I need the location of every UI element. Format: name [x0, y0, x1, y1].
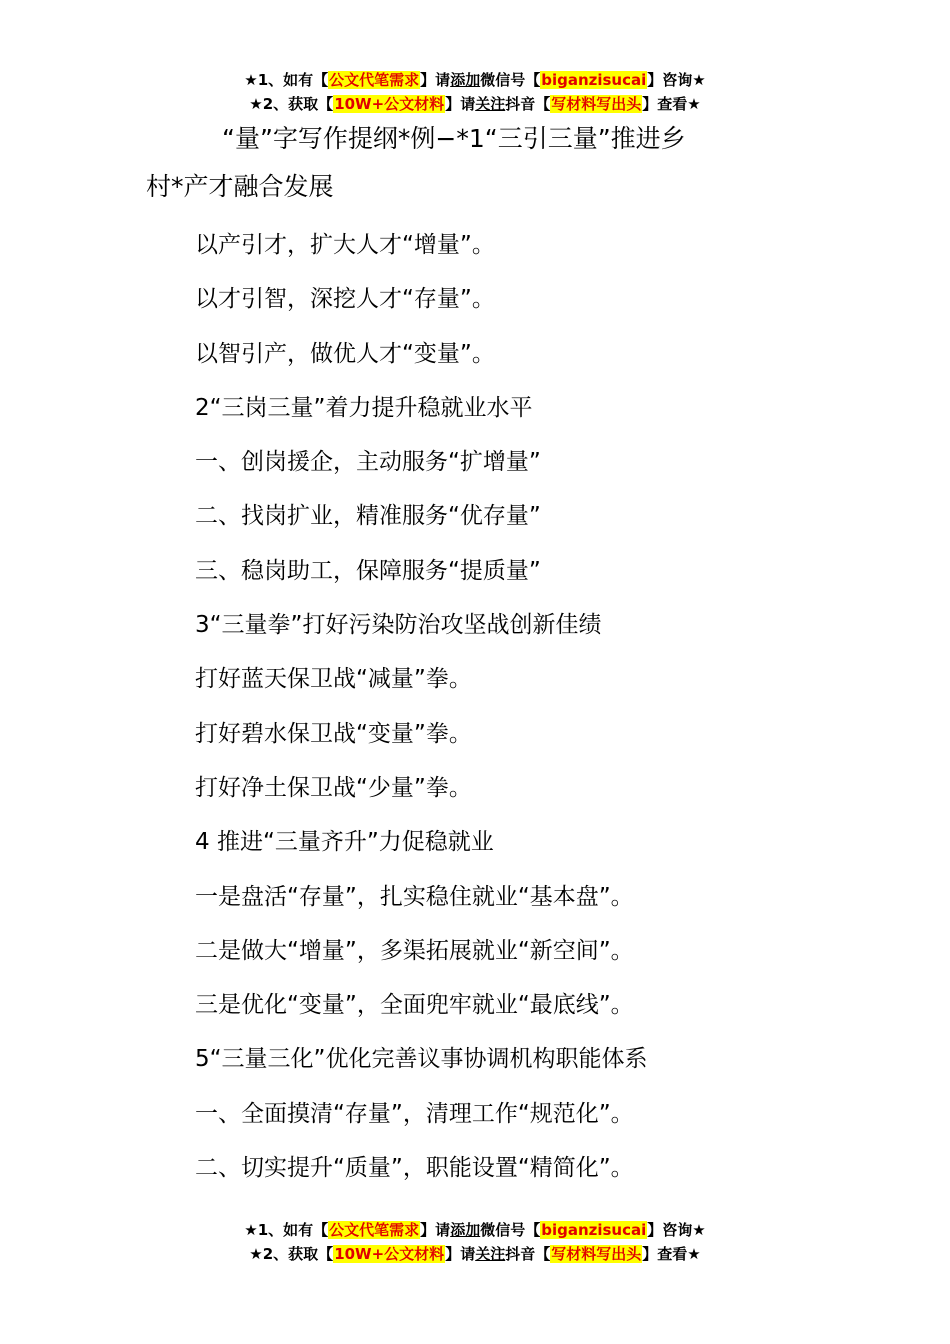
- promo-text: ★1、如有【: [244, 71, 329, 89]
- promo-highlight: 10W+公文材料: [334, 95, 445, 113]
- promo-underlined: 添加: [450, 71, 481, 89]
- promo-line-2: [0, 1242, 950, 1266]
- body-line: 打好蓝天保卫战“减量”拳。: [195, 666, 472, 693]
- body-line: 以产引才，扩大人才“增量”。: [195, 232, 495, 258]
- section-heading: 2“三岗三量”着力提升稳就业水平: [195, 394, 533, 421]
- title-line-1: “量”字写作提纲*例−*1“三引三量”推进乡: [222, 124, 686, 153]
- promo-underlined: 关注: [475, 95, 506, 113]
- document-body: [195, 226, 647, 1203]
- promo-line-1: [0, 68, 950, 92]
- promo-text: 】请: [420, 71, 451, 89]
- body-line: 二、找岗扩业，精准服务“优存量”: [195, 503, 541, 530]
- section-heading: 4 推进“三量齐升”力促稳就业: [195, 829, 494, 856]
- promo-line-1: [0, 1218, 950, 1242]
- promo-text: 】查看★: [642, 95, 701, 113]
- body-line: 二是做大“增量”，多渠拓展就业“新空间”。: [195, 937, 634, 964]
- body-line: 三、稳岗助工，保障服务“提质量”: [195, 557, 541, 584]
- promo-highlight: 10W+公文材料: [334, 1245, 445, 1263]
- promo-text: 微信号【: [480, 71, 541, 89]
- promo-highlight: 公文代笔需求: [329, 1221, 420, 1239]
- promo-text: ★2、获取【: [249, 95, 334, 113]
- body-line: 二、切实提升“质量”，职能设置“精简化”。: [195, 1155, 634, 1182]
- promo-header: [0, 68, 950, 116]
- promo-text: 抖音【: [505, 1245, 551, 1263]
- promo-text: 微信号【: [480, 1221, 541, 1239]
- body-line: 打好净土保卫战“少量”拳。: [195, 774, 472, 801]
- promo-highlight: 写材料写出头: [551, 95, 642, 113]
- promo-underlined: 关注: [475, 1245, 506, 1263]
- promo-text: 】请: [420, 1221, 451, 1239]
- promo-footer: [0, 1218, 950, 1266]
- promo-text: ★1、如有【: [244, 1221, 329, 1239]
- promo-underlined: 添加: [450, 1221, 481, 1239]
- promo-text: 】咨询★: [647, 71, 706, 89]
- body-line: 一、创岗援企，主动服务“扩增量”: [195, 449, 541, 476]
- body-line: 打好碧水保卫战“变量”拳。: [195, 720, 472, 747]
- body-line: 一是盘活“存量”，扎实稳住就业“基本盘”。: [195, 883, 634, 910]
- promo-text: 】查看★: [642, 1245, 701, 1263]
- promo-text: 抖音【: [505, 95, 551, 113]
- promo-highlight: biganzisucai: [541, 71, 647, 89]
- promo-highlight: 公文代笔需求: [329, 71, 420, 89]
- body-line: 以智引产，做优人才“变量”。: [195, 340, 495, 367]
- promo-highlight: biganzisucai: [541, 1221, 647, 1239]
- promo-text: 】请: [445, 95, 476, 113]
- promo-line-2: [0, 92, 950, 116]
- promo-text: 】咨询★: [647, 1221, 706, 1239]
- title-line-2: 村*产才融合发展: [146, 172, 334, 201]
- promo-text: ★2、获取【: [249, 1245, 334, 1263]
- promo-highlight: 写材料写出头: [551, 1245, 642, 1263]
- body-line: 一、全面摸清“存量”，清理工作“规范化”。: [195, 1100, 634, 1127]
- section-heading: 5“三量三化”优化完善议事协调机构职能体系: [195, 1046, 648, 1073]
- body-line: 以才引智，深挖人才“存量”。: [195, 286, 495, 313]
- section-heading: 3“三量拳”打好污染防治攻坚战创新佳绩: [195, 612, 602, 639]
- body-line: 三是优化“变量”，全面兜牢就业“最底线”。: [195, 992, 634, 1019]
- promo-text: 】请: [445, 1245, 476, 1263]
